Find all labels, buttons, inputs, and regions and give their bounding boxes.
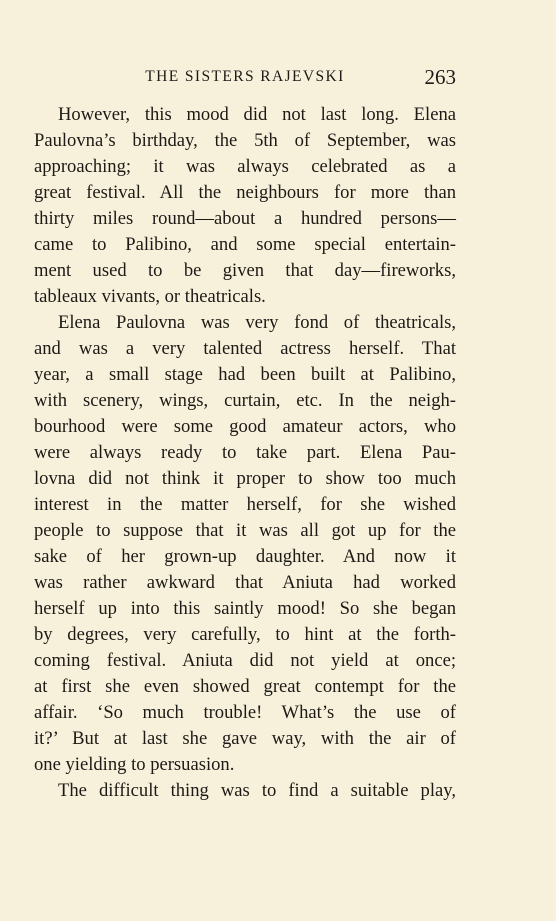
running-title: THE SISTERS RAJEVSKI	[145, 68, 345, 85]
text-line: affair. ‘So much trouble! What’s the use of	[34, 702, 456, 723]
text-line: came to Palibino, and some special entertain-	[34, 234, 456, 255]
text-line: sake of her grown-up daughter. And now it	[34, 546, 456, 567]
text-line: great festival. All the neighbours for more than	[34, 182, 456, 203]
text-line: by degrees, very carefully, to hint at the forth-	[34, 624, 456, 645]
text-line: were always ready to take part. Elena Pau-	[34, 442, 456, 463]
text-line: at first she even showed great contempt for the	[34, 676, 456, 697]
text-line: However, this mood did not last long. Elena	[58, 104, 456, 125]
text-line: thirty miles round—about a hundred persons—	[34, 208, 456, 229]
text-line: coming festival. Aniuta did not yield at once;	[34, 650, 456, 671]
text-line: and was a very talented actress herself. That	[34, 338, 456, 359]
text-line: Paulovna’s birthday, the 5th of September, was	[34, 130, 456, 151]
text-line: it?’ But at last she gave way, with the air of	[34, 728, 456, 749]
text-line: ment used to be given that day—fireworks,	[34, 260, 456, 281]
text-line: tableaux vivants, or theatricals.	[34, 286, 266, 307]
text-line: Elena Paulovna was very fond of theatricals,	[58, 312, 456, 333]
text-line: was rather awkward that Aniuta had worked	[34, 572, 456, 593]
text-line: bourhood were some good amateur actors, who	[34, 416, 456, 437]
running-head	[34, 64, 456, 90]
text-line: herself up into this saintly mood! So she began	[34, 598, 456, 619]
text-line: interest in the matter herself, for she wished	[34, 494, 456, 515]
page-number: 263	[424, 65, 456, 89]
text-line: people to suppose that it was all got up for the	[34, 520, 456, 541]
text-line: one yielding to persuasion.	[34, 754, 235, 775]
text-line: approaching; it was always celebrated as a	[34, 156, 456, 177]
text-line: lovna did not think it proper to show too much	[34, 468, 456, 489]
text-line: with scenery, wings, curtain, etc. In the neigh-	[34, 390, 456, 411]
text-line: year, a small stage had been built at Palibino,	[34, 364, 456, 385]
text-line: The difficult thing was to find a suitable play,	[58, 780, 456, 801]
body-text	[34, 102, 456, 804]
